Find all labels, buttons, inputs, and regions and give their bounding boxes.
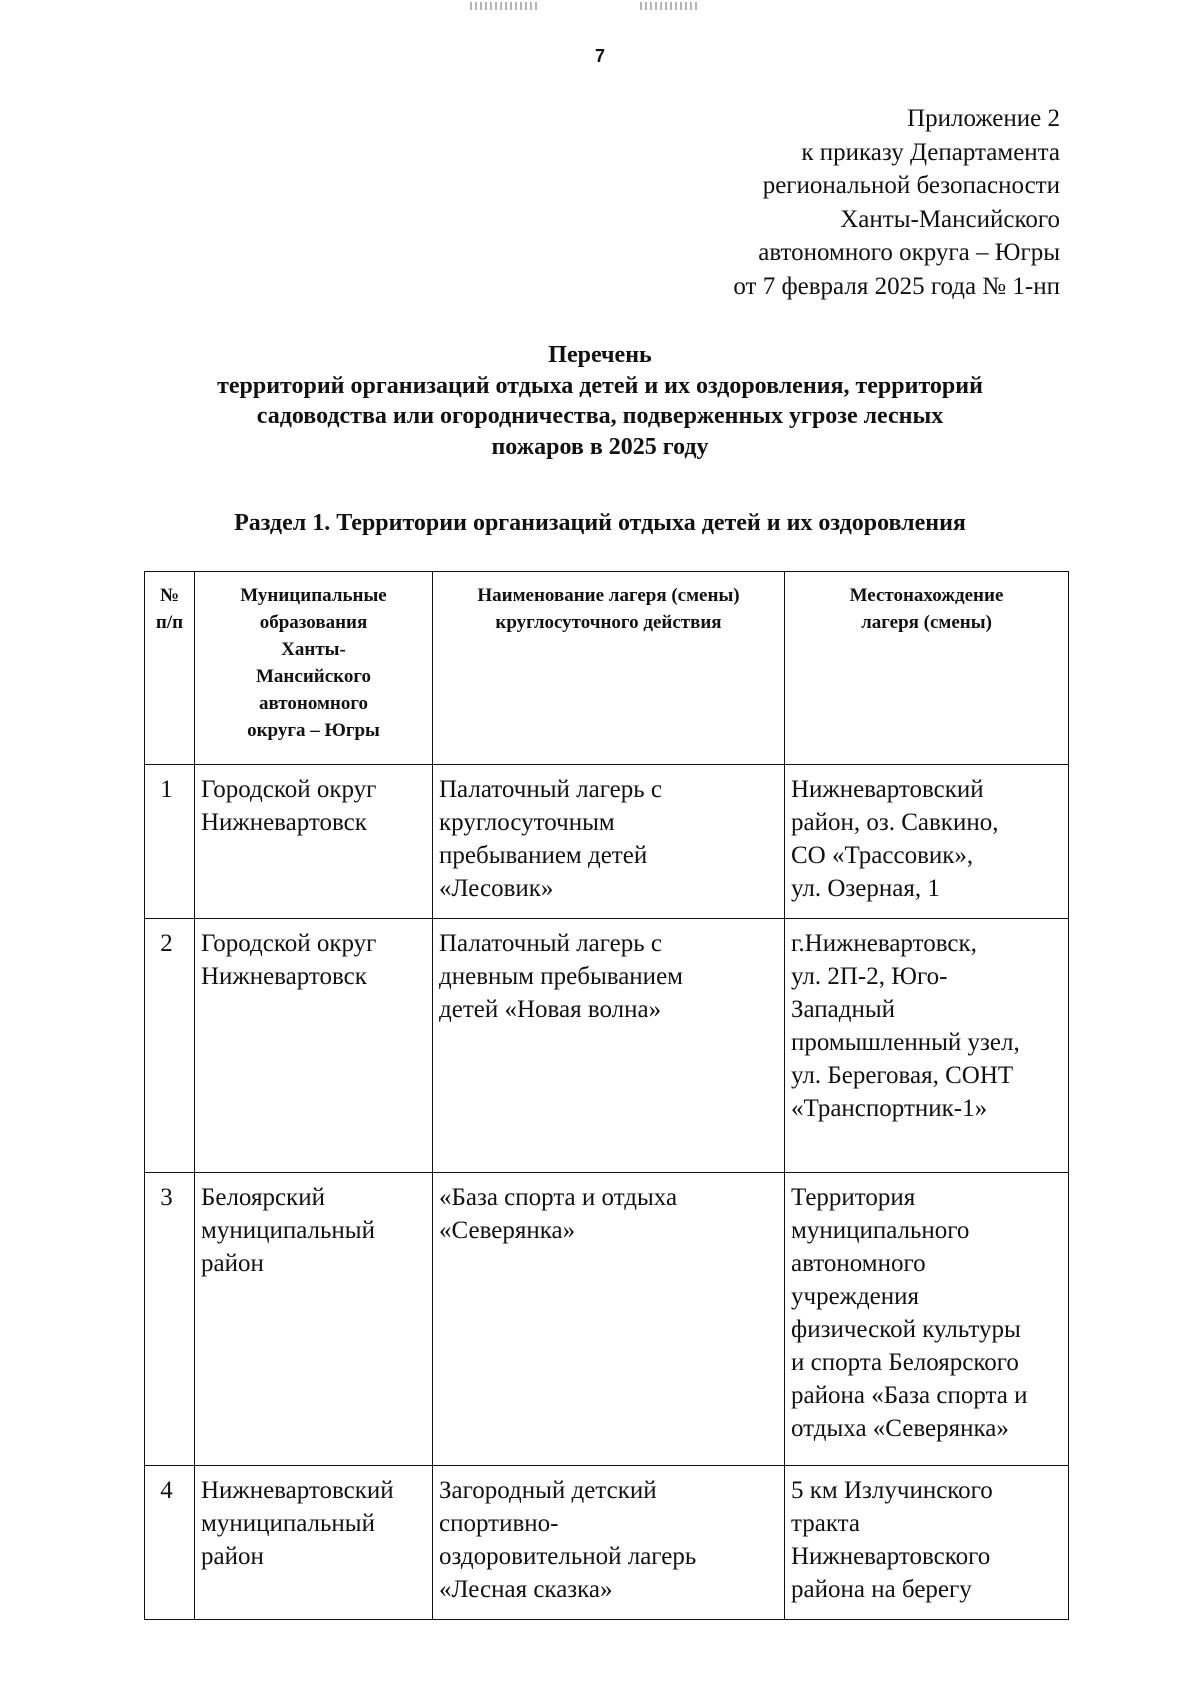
cell-municipality: Белоярский муниципальный район [195, 1173, 433, 1466]
title-line: садоводства или огородничества, подверженных угрозе лесных [256, 403, 944, 429]
cell-number: 1 [145, 765, 195, 919]
header-number: № п/п [145, 572, 195, 765]
header-municipality: Муниципальные образования Ханты- Мансийского автономного округа – Югры [195, 572, 433, 765]
appendix-line: региональной безопасности [762, 172, 1060, 200]
page-number: 7 [594, 46, 605, 66]
cell-number: 4 [145, 1466, 195, 1620]
title-line: территорий организаций отдыха детей и их оздоровления, территорий [217, 372, 983, 399]
document-title [130, 340, 1070, 462]
header-camp-name: Наименование лагеря (смены) круглосуточного действия [433, 572, 785, 765]
appendix-line: Ханты-Мансийского [840, 205, 1060, 233]
table-row [145, 919, 1069, 1173]
cell-camp-name: «База спорта и отдыха «Северянка» [433, 1173, 785, 1466]
cell-camp-name: Палаточный лагерь с дневным пребыванием детей «Новая волна» [433, 919, 785, 1173]
cell-location: 5 км Излучинского тракта Нижневартовского района на берегу [785, 1466, 1069, 1620]
appendix-line: от 7 февраля 2025 года № 1-нп [733, 272, 1060, 300]
section-heading: Раздел 1. Территории организаций отдыха детей и их оздоровления [234, 510, 966, 536]
appendix-line: автономного округа – Югры [758, 239, 1060, 267]
header-location: Местонахождение лагеря (смены) [785, 572, 1069, 765]
table-row [145, 1173, 1069, 1466]
cell-number: 2 [145, 919, 195, 1173]
cell-municipality: Городской округ Нижневартовск [195, 919, 433, 1173]
table-row [145, 1466, 1069, 1620]
scan-artifact [470, 2, 540, 10]
cell-location: Территория муниципального автономного учреждения физической культуры и спорта Белоярского района «База спорта и отдыха «Северянка» [785, 1173, 1069, 1466]
cell-number: 3 [145, 1173, 195, 1466]
title-line: пожаров в 2025 году [491, 433, 709, 460]
cell-location: г.Нижневартовск, ул. 2П-2, Юго- Западный промышленный узел, ул. Береговая, СОНТ «Транспортник-1» [785, 919, 1069, 1173]
table-header-row [145, 572, 1069, 765]
cell-municipality: Городской округ Нижневартовск [195, 765, 433, 919]
cell-camp-name: Палаточный лагерь с круглосуточным пребыванием детей «Лесовик» [433, 765, 785, 919]
appendix-line: Приложение 2 [907, 105, 1060, 132]
scan-artifact [640, 2, 700, 10]
title-line: Перечень [548, 342, 652, 368]
cell-camp-name: Загородный детский спортивно- оздоровительной лагерь «Лесная сказка» [433, 1466, 785, 1620]
appendix-line: к приказу Департамента [801, 138, 1060, 166]
table-row [145, 765, 1069, 919]
appendix-block [733, 102, 1060, 304]
camps-table [144, 571, 1069, 1620]
cell-location: Нижневартовский район, оз. Савкино, СО «Трассовик», ул. Озерная, 1 [785, 765, 1069, 919]
cell-municipality: Нижневартовский муниципальный район [195, 1466, 433, 1620]
